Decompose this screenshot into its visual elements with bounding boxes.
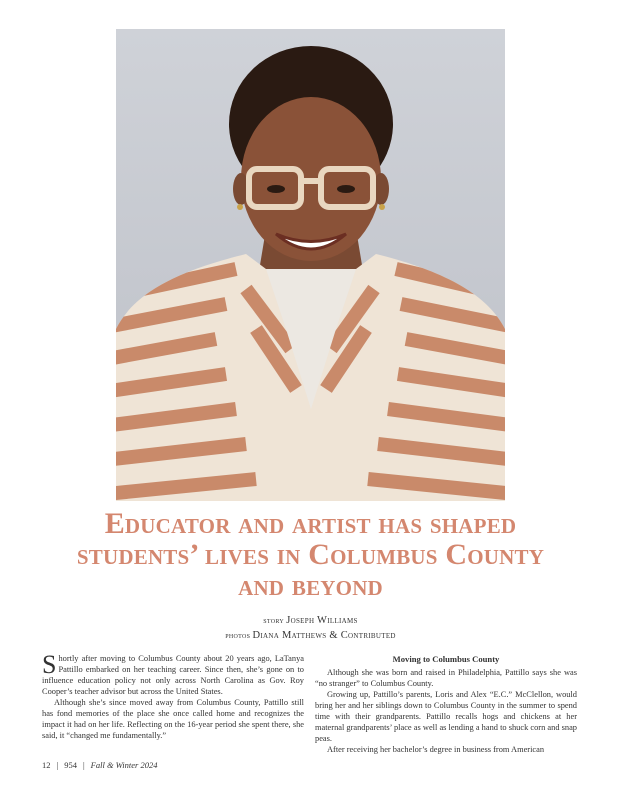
paragraph: Shortly after moving to Columbus County about 20 years ago, LaTanya Pattillo embarked on her teaching career. Since then, she’s gone on to influence education policy not only across North Carolina as Gov. Roy Cooper’s teacher advisor but across the United States. <box>42 650 304 696</box>
page-number: 12 <box>42 760 51 770</box>
story-label: story <box>263 616 284 625</box>
paragraph: After receiving her bachelor’s degree in business from American <box>327 745 545 754</box>
drop-cap: S <box>42 650 57 679</box>
section-subhead: Moving to Columbus County <box>392 654 500 664</box>
byline <box>0 613 621 643</box>
photos-author: Diana Matthews & Contributed <box>252 630 396 641</box>
paragraph: Growing up, Pattillo’s parents, Loris and Alex “E.C.” McClellon, would bring her and her siblings down to Columbus County in the summer to spend time with their grandparents. Pattillo recalls hogs and chickens at her maternal grandparents’ place as well as lending a hand to shuck corn and snap peas. <box>315 690 577 743</box>
headline-line-2: students’ lives in Columbus County <box>76 538 545 571</box>
magazine-name: 954 <box>64 760 77 770</box>
portrait-photo <box>116 29 505 501</box>
portrait-illustration <box>116 29 505 501</box>
left-column <box>42 650 304 741</box>
issue-name: Fall & Winter 2024 <box>90 760 158 770</box>
photos-label: photos <box>225 631 251 640</box>
headline-line-3: and beyond <box>238 569 383 602</box>
right-column <box>315 653 577 755</box>
story-author: Joseph Williams <box>286 615 358 626</box>
paragraph: Although she’s since moved away from Columbus County, Pattillo still has fond memories of the place she once called home and recognizes the impact it had on her life. Reflecting on the 16-year period she spent there, she said, it “changed me fundamentally.” <box>42 698 304 740</box>
headline-line-1: Educator and artist has shaped <box>104 507 517 540</box>
paragraph: Although she was born and raised in Philadelphia, Pattillo says she was “no stranger” to Columbus County. <box>315 668 577 688</box>
page-footer: 12 | 954 | Fall & Winter 2024 <box>42 760 158 770</box>
article-headline <box>40 508 581 601</box>
